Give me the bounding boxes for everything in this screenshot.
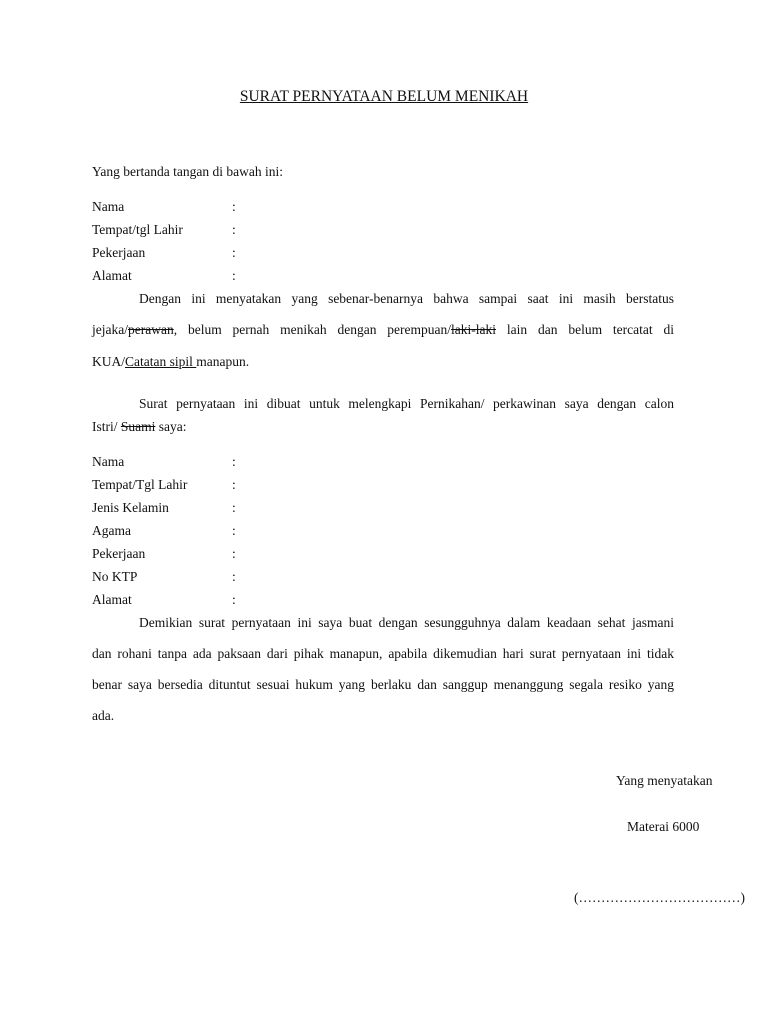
text-span: saya: bbox=[155, 419, 187, 434]
field-colon: : bbox=[232, 569, 236, 584]
field-label-jenis-kelamin: Jenis Kelamin bbox=[92, 500, 169, 515]
field-label-tempat-tgl-lahir: Tempat/Tgl Lahir bbox=[92, 477, 188, 492]
field-label-pekerjaan: Pekerjaan bbox=[92, 245, 146, 260]
struck-text: Suami bbox=[120, 419, 156, 434]
field-colon: : bbox=[232, 245, 236, 260]
text-span: manapun. bbox=[196, 354, 250, 369]
field-colon: : bbox=[232, 477, 236, 492]
stamp-label: Materai 6000 bbox=[627, 819, 700, 834]
text-span: KUA/ bbox=[92, 354, 125, 369]
document-title: SURAT PERNYATAAN BELUM MENIKAH bbox=[239, 88, 529, 105]
text-span: Istri/ bbox=[92, 419, 121, 434]
field-label-nama: Nama bbox=[92, 199, 125, 214]
text-span: lain dan belum tercatat di bbox=[496, 322, 674, 337]
field-colon: : bbox=[232, 592, 236, 607]
field-colon: : bbox=[232, 523, 236, 538]
field-colon: : bbox=[232, 268, 236, 283]
paragraph-line bbox=[92, 354, 249, 370]
field-colon: : bbox=[232, 500, 236, 515]
field-label-alamat: Alamat bbox=[92, 268, 132, 283]
field-label-nama: Nama bbox=[92, 454, 125, 469]
intro-text: Yang bertanda tangan di bawah ini: bbox=[92, 164, 283, 179]
signature-name-line: (………………………………) bbox=[574, 890, 745, 905]
field-colon: : bbox=[232, 222, 236, 237]
struck-text: laki-laki bbox=[451, 322, 497, 337]
text-span: , belum pernah menikah dengan perempuan/ bbox=[173, 322, 452, 337]
field-colon: : bbox=[232, 199, 236, 214]
paragraph-line: benar saya bersedia dituntut sesuai hukum yang berlaku dan sanggup menanggung segala resiko yang bbox=[92, 677, 674, 692]
field-label-agama: Agama bbox=[92, 523, 131, 538]
paragraph-line: ada. bbox=[92, 708, 115, 723]
text-span: jejaka/ bbox=[92, 322, 128, 337]
paragraph-line bbox=[92, 322, 674, 338]
field-label-alamat: Alamat bbox=[92, 592, 132, 607]
field-colon: : bbox=[232, 546, 236, 561]
paragraph-line: Dengan ini menyatakan yang sebenar-benarnya bahwa sampai saat ini masih berstatus bbox=[139, 291, 674, 306]
struck-text: perawan bbox=[127, 322, 174, 337]
paragraph-line: dan rohani tanpa ada paksaan dari pihak manapun, apabila dikemudian hari surat pernyataan ini tidak bbox=[92, 646, 674, 661]
field-label-tempat-tgl-lahir: Tempat/tgl Lahir bbox=[92, 222, 183, 237]
paragraph-line: Demikian surat pernyataan ini saya buat dengan sesungguhnya dalam keadaan sehat jasmani bbox=[139, 615, 674, 630]
field-colon: : bbox=[232, 454, 236, 469]
underlined-text: Catatan sipil bbox=[125, 354, 197, 369]
paragraph-line: Surat pernyataan ini dibuat untuk melengkapi Pernikahan/ perkawinan saya dengan calon bbox=[139, 396, 674, 411]
field-label-no-ktp: No KTP bbox=[92, 569, 138, 584]
signer-label: Yang menyatakan bbox=[616, 773, 713, 788]
field-label-pekerjaan: Pekerjaan bbox=[92, 546, 146, 561]
paragraph-line bbox=[92, 419, 187, 435]
